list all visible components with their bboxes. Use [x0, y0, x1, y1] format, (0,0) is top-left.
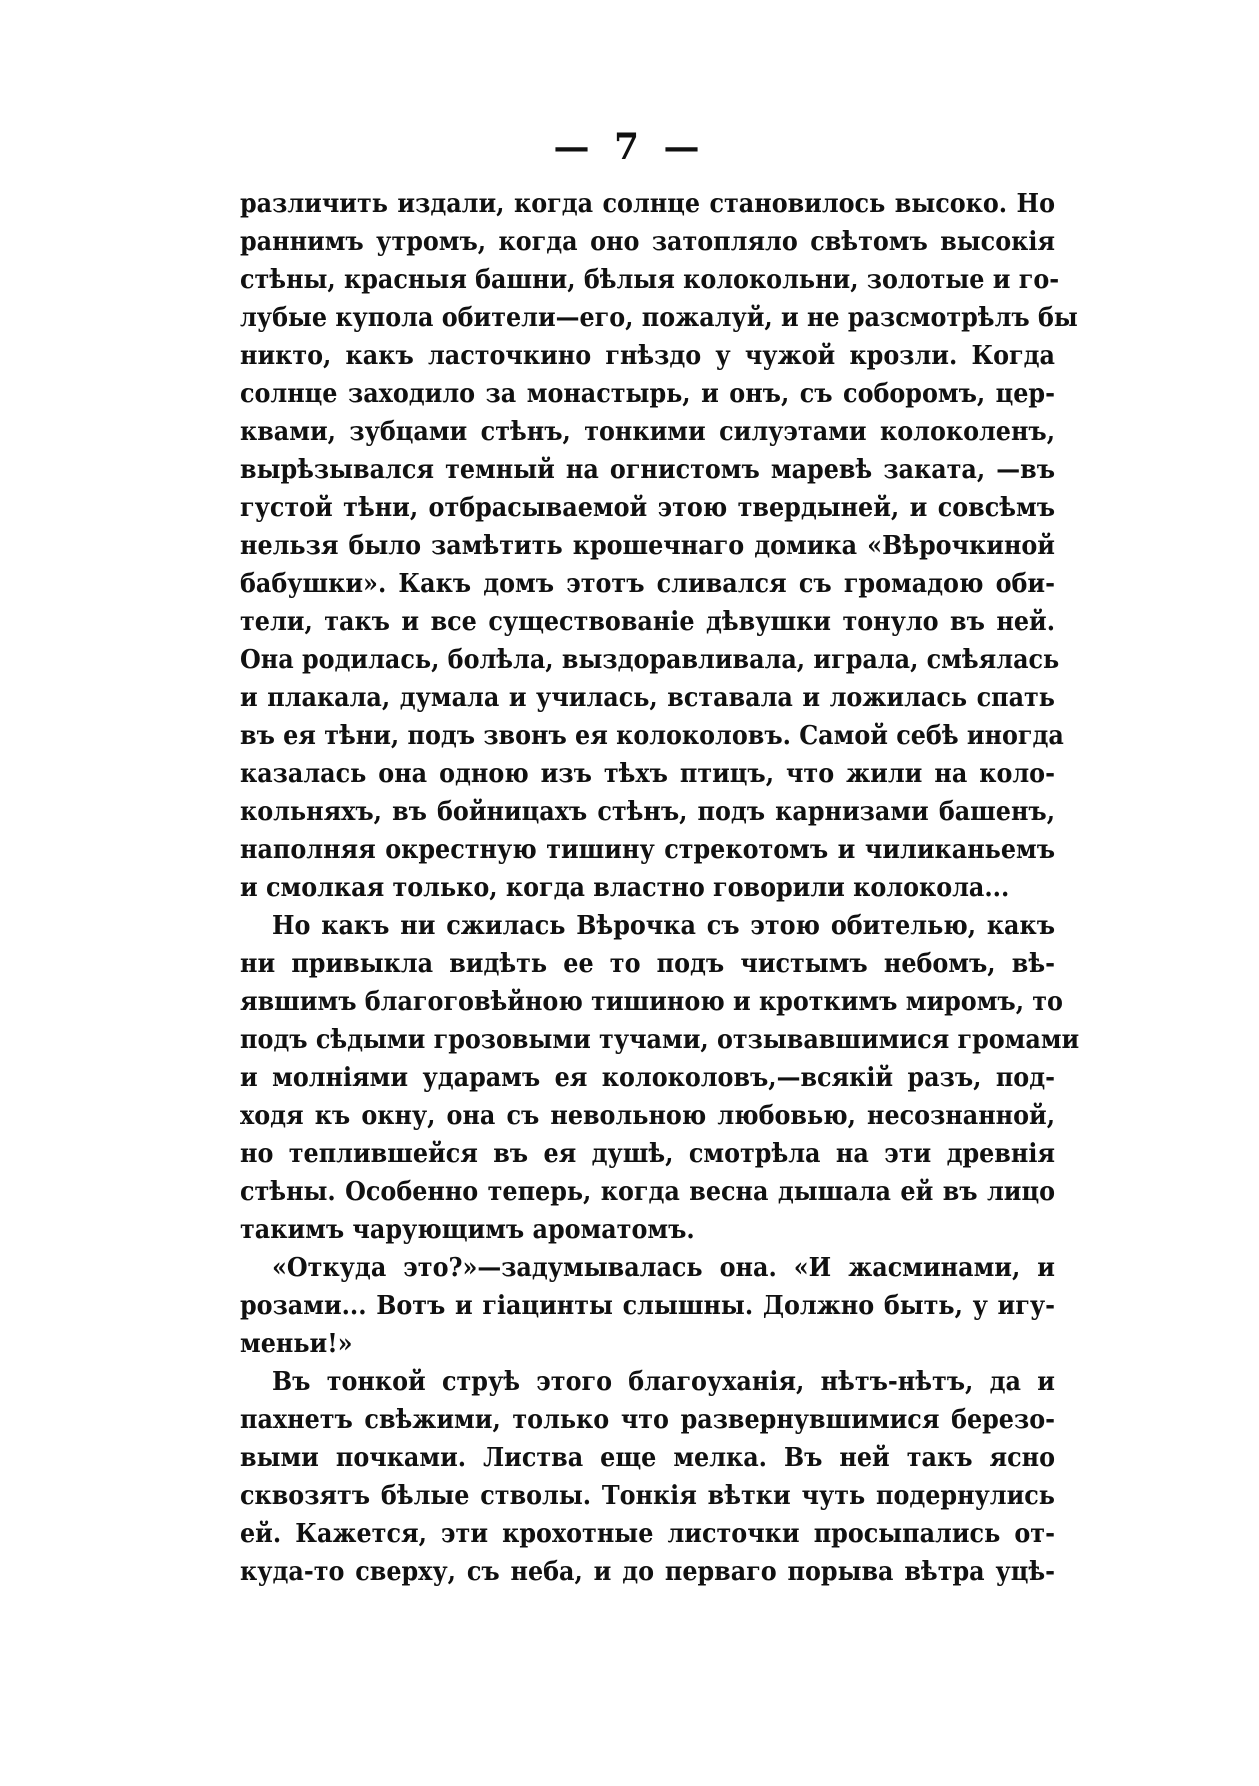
- text-line: сквозятъ бѣлые стволы. Тонкія вѣтки чуть подернулись: [240, 1480, 1055, 1511]
- text-line: казалась она одною изъ тѣхъ птицъ, что жили на коло-: [240, 758, 1055, 789]
- paragraph: [240, 1249, 1055, 1363]
- text-line: различить издали, когда солнце становилось высоко. Но: [240, 188, 1055, 219]
- paragraph: [240, 907, 1080, 1249]
- text-line: выми почками. Листва еще мелка. Въ ней такъ ясно: [240, 1442, 1055, 1473]
- text-line: раннимъ утромъ, когда оно затопляло свѣтомъ высокія: [240, 226, 1055, 257]
- text-line: вырѣзывался темный на огнистомъ маревѣ заката, —въ: [240, 454, 1055, 485]
- text-line: лубые купола обители—его, пожалуй, и не разсмотрѣлъ бы: [240, 302, 1078, 333]
- text-line: ходя къ окну, она съ невольною любовью, несознанной,: [240, 1100, 1055, 1131]
- text-line: тели, такъ и все существованіе дѣвушки тонуло въ ней.: [240, 606, 1055, 637]
- text-line: наполняя окрестную тишину стрекотомъ и чиликаньемъ: [240, 834, 1055, 865]
- text-line: но теплившейся въ ея душѣ, смотрѣла на эти древнія: [240, 1138, 1055, 1169]
- text-line: Она родилась, болѣла, выздоравливала, играла, смѣялась: [240, 644, 1060, 675]
- text-line: подъ сѣдыми грозовыми тучами, отзывавшимися громами: [240, 1024, 1080, 1055]
- text-line: Въ тонкой струѣ этого благоуханія, нѣтъ-нѣтъ, да и: [272, 1366, 1055, 1397]
- text-line: и смолкая только, когда властно говорили колокола...: [240, 872, 1010, 903]
- text-line: «Откуда это?»—задумывалась она. «И жасминами, и: [272, 1252, 1055, 1283]
- text-line: пахнетъ свѣжими, только что развернувшимися березо-: [240, 1404, 1055, 1435]
- text-line: куда-то сверху, съ неба, и до перваго порыва вѣтра уцѣ-: [240, 1556, 1055, 1587]
- text-line: густой тѣни, отбрасываемой этою твердыней, и совсѣмъ: [240, 492, 1055, 523]
- text-line: такимъ чарующимъ ароматомъ.: [240, 1214, 695, 1245]
- text-line: меньи!»: [240, 1328, 353, 1359]
- text-line: розами... Вотъ и гіацинты слышны. Должно быть, у игу-: [240, 1290, 1055, 1321]
- text-line: квами, зубцами стѣнъ, тонкими силуэтами колоколенъ,: [240, 416, 1055, 447]
- text-line: нельзя было замѣтить крошечнаго домика «Вѣрочкиной: [240, 530, 1055, 561]
- text-line: ей. Кажется, эти крохотные листочки просыпались от-: [240, 1518, 1055, 1549]
- text-line: въ ея тѣни, подъ звонъ ея колоколовъ. Самой себѣ иногда: [240, 720, 1064, 751]
- text-line: ни привыкла видѣть ее то подъ чистымъ небомъ, вѣ-: [240, 948, 1055, 979]
- text-line: и плакала, думала и училась, вставала и ложилась спать: [240, 682, 1055, 713]
- text-line: и молніями ударамъ ея колоколовъ,—всякій разъ, под-: [240, 1062, 1055, 1093]
- page-number: — 7 —: [553, 126, 706, 168]
- text-line: Но какъ ни сжилась Вѣрочка съ этою обителью, какъ: [272, 910, 1055, 941]
- paragraph: [240, 185, 1078, 907]
- text-line: кольняхъ, въ бойницахъ стѣнъ, подъ карнизами башенъ,: [240, 796, 1055, 827]
- text-line: никто, какъ ласточкино гнѣздо у чужой крозли. Когда: [240, 340, 1055, 371]
- text-line: явшимъ благоговѣйною тишиною и кроткимъ миромъ, то: [240, 986, 1063, 1017]
- text-line: солнце заходило за монастырь, и онъ, съ соборомъ, цер-: [240, 378, 1055, 409]
- text-line: бабушки». Какъ домъ этотъ сливался съ громадою оби-: [240, 568, 1055, 599]
- paragraph: [240, 1363, 1055, 1591]
- text-line: стѣны, красныя башни, бѣлыя колокольни, золотые и го-: [240, 264, 1060, 295]
- text-line: стѣны. Особенно теперь, когда весна дышала ей въ лицо: [240, 1176, 1055, 1207]
- body-text: [240, 185, 1080, 1591]
